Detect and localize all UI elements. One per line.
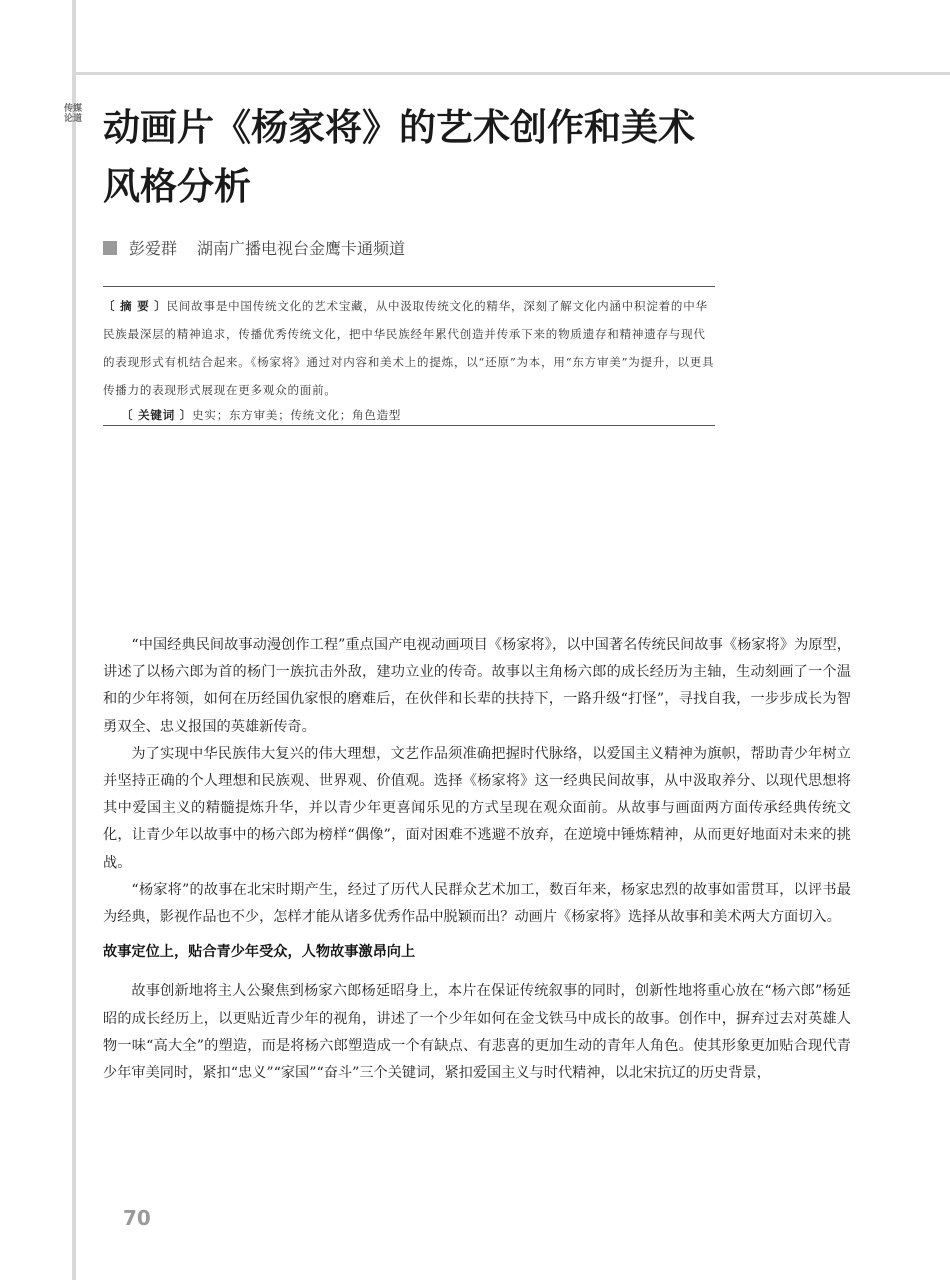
abstract-label: 〔 摘 要 〕 — [103, 299, 167, 313]
article-body — [103, 632, 851, 1087]
byline — [103, 236, 405, 259]
square-bullet-icon — [103, 241, 117, 255]
article-title — [103, 98, 803, 216]
top-rule — [76, 72, 950, 75]
section-tag: 传媒论道 — [64, 104, 83, 124]
abstract — [103, 292, 715, 404]
keywords — [103, 404, 715, 426]
body-paragraph: 故事创新地将主人公聚焦到杨家六郎杨延昭身上，本片在保证传统叙事的同时，创新性地将重心放在“杨六郎”杨延昭的成长经历上，以更贴近青少年的视角，讲述了一个少年如何在金戈铁马中成长的故事。创作中，摒弃过去对英雄人物一味“高大全”的塑造，而是将杨六郎塑造成一个有缺点、有悲喜的更加生动的青年人角色。使其形象更加贴合现代青少年审美同时，紧扣“忠义”“家国”“奋斗”三个关键词，紧扣爱国主义与时代精神，以北宋抗辽的历史背景， — [103, 983, 851, 1082]
margin-bar — [72, 0, 76, 1280]
body-paragraph: “中国经典民间故事动漫创作工程”重点国产电视动画项目《杨家将》，以中国著名传统民间故事《杨家将》为原型，讲述了以杨六郎为首的杨门一族抗击外敌，建功立业的传奇。故事以主角杨六郎的成长经历为主轴，生动刻画了一个温和的少年将领，如何在历经国仇家恨的磨难后，在伙伴和长辈的扶持下，一路升级“打怪”，寻找自我，一步步成长为智勇双全、忠义报国的英雄新传奇。 — [103, 637, 851, 735]
title-line-1: 动画片《杨家将》的艺术创作和美术 — [103, 106, 695, 149]
author-name: 彭爱群 — [129, 239, 178, 258]
author-affiliation: 湖南广播电视台金鹰卡通频道 — [197, 239, 406, 258]
title-line-2: 风格分析 — [103, 165, 251, 208]
body-paragraph: “杨家将”的故事在北宋时期产生，经过了历代人民群众艺术加工，数百年来，杨家忠烈的故事如雷贯耳，以评书最为经典，影视作品也不少，怎样才能从诸多优秀作品中脱颖而出？动画片《杨家将》选择从故事和美术两大方面切入。 — [103, 881, 851, 926]
page-number: 70 — [123, 1206, 151, 1230]
body-paragraph: 为了实现中华民族伟大复兴的伟大理想，文艺作品须准确把握时代脉络，以爱国主义精神为旗帜，帮助青少年树立并坚持正确的个人理想和民族观、世界观、价值观。选择《杨家将》这一经典民间故事，从中汲取养分、以现代思想将其中爱国主义的精髓提炼升华，并以青少年更喜闻乐见的方式呈现在观众面前。从故事与画面两方面传承经典传统文化，让青少年以故事中的杨六郎为榜样“偶像”，面对困难不逃避不放弃，在逆境中锤炼精神，从而更好地面对未来的挑战。 — [103, 745, 851, 871]
section-subheading: 故事定位上，贴合青少年受众，人物故事激昂向上 — [103, 944, 416, 961]
keywords-text: 史实；东方审美；传统文化；角色造型 — [192, 408, 402, 422]
keywords-label: 〔 关键词 〕 — [121, 408, 193, 422]
abstract-box — [103, 286, 715, 426]
abstract-text: 民间故事是中国传统文化的艺术宝藏，从中汲取传统文化的精华，深刻了解文化内涵中积淀着的中华民族最深层的精神追求，传播优秀传统文化，把中华民族经年累代创造并传承下来的物质遗存和精神遗存与现代的表现形式有机结合起来。《杨家将》通过对内容和美术上的提炼，以“还原”为本，用“东方审美”为提升，以更具传播力的表现形式展现在更多观众的面前。 — [103, 299, 715, 397]
